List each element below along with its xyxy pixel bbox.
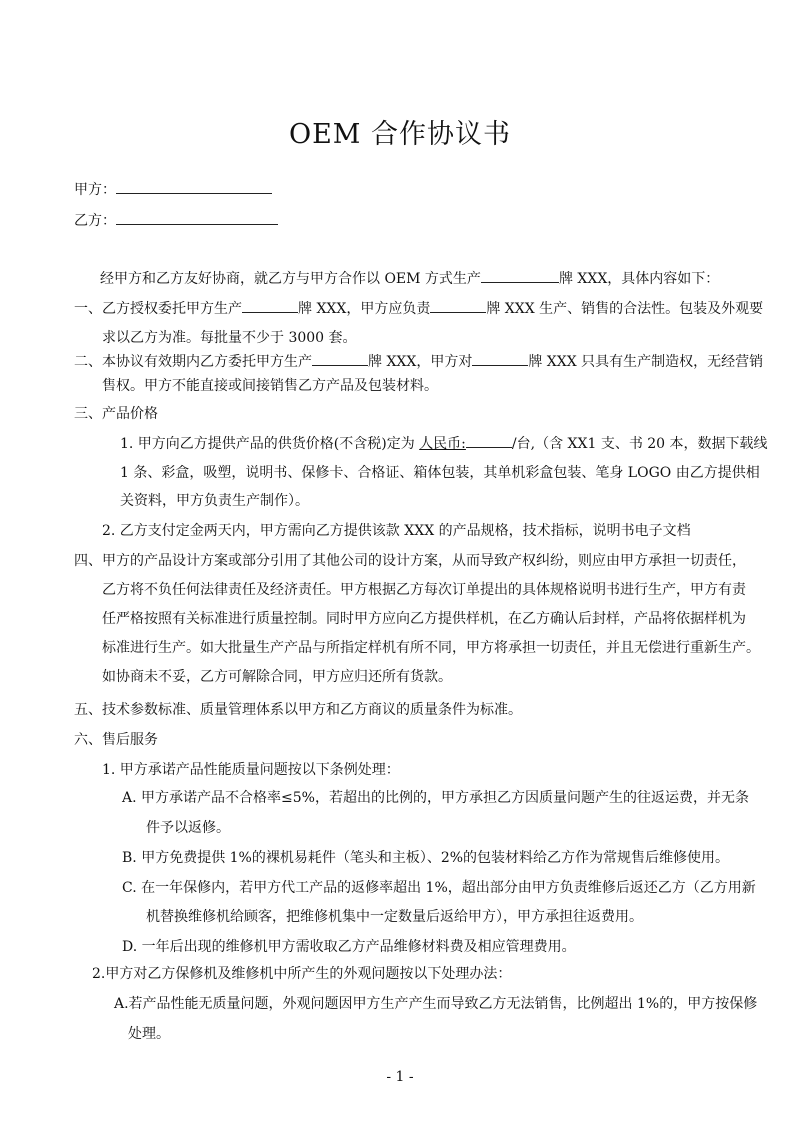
party-a-label: 甲方： bbox=[74, 182, 116, 198]
section-4-line-5: 如协商未不妥，乙方可解除合同，甲方应归还所有货款。 bbox=[102, 669, 452, 685]
intro-paragraph: 经甲方和乙方友好协商，就乙方与甲方合作以 OEM 方式生产 牌 XXX，具体内容如下： bbox=[100, 268, 719, 289]
page-number: - 1 - bbox=[386, 1069, 414, 1085]
document-title: OEM 合作协议书 bbox=[288, 119, 512, 150]
section-6-item-2: 2.甲方对乙方保修机及维修机中所产生的外观问题按以下处理办法： bbox=[92, 966, 512, 982]
section-1-line-2: 求以乙方为准。每批量不少于 3000 套。 bbox=[102, 330, 357, 346]
party-a-field bbox=[74, 179, 272, 200]
brand-blank bbox=[481, 268, 559, 283]
section-6-item-2a-line-1: A.若产品性能无质量问题，外观问题因甲方生产产生而导致乙方无法销售，比例超出 1%的，甲方按保修 bbox=[114, 996, 758, 1012]
party-b-field bbox=[74, 210, 278, 231]
section-3-item-2: 2. 乙方支付定金两天内，甲方需向乙方提供该款 XXX 的产品规格，技术指标，说明书电子文档 bbox=[102, 523, 691, 539]
section-4-line-1: 四、甲方的产品设计方案或部分引用了其他公司的设计方案，从而导致产权纠纷，则应由甲方承担一切责任， bbox=[74, 553, 746, 569]
section-6-item-1a-line-2: 件予以返修。 bbox=[146, 820, 230, 836]
section-6-item-1: 1. 甲方承诺产品性能质量问题按以下条例处理： bbox=[102, 762, 400, 778]
brand-blank bbox=[312, 351, 368, 366]
party-a-blank bbox=[116, 179, 272, 194]
section-6-heading: 六、售后服务 bbox=[74, 732, 158, 748]
brand-blank bbox=[472, 351, 528, 366]
section-4-line-2: 乙方将不负任何法律责任及经济责任。甲方根据乙方每次订单提出的具体规格说明书进行生产，甲方有责 bbox=[102, 582, 746, 598]
section-5: 五、技术参数标准、质量管理体系以甲方和乙方商议的质量条件为标准。 bbox=[74, 702, 522, 718]
section-6-item-1a-line-1: A. 甲方承诺产品不合格率≤5%，若超出的比例的，甲方承担乙方因质量问题产生的往返运费，并无条 bbox=[122, 790, 749, 806]
section-4-line-4: 标准进行生产。如大批量生产产品与所指定样机有所不同，甲方将承担一切责任，并且无偿进行重新生产。 bbox=[102, 640, 760, 656]
section-3-heading: 三、产品价格 bbox=[74, 406, 158, 422]
brand-blank bbox=[242, 298, 298, 313]
section-2-line-2: 售权。甲方不能直接或间接销售乙方产品及包装材料。 bbox=[102, 378, 438, 394]
section-6-item-2a-line-2: 处理。 bbox=[128, 1026, 170, 1042]
section-2-line-1: 二、本协议有效期内乙方委托甲方生产 牌 XXX，甲方对 牌 XXX 只具有生产制造权，无经营销 bbox=[74, 351, 763, 372]
section-6-item-1c-line-2: 机替换维修机给顾客，把维修机集中一定数量后返给甲方），甲方承担往返费用。 bbox=[146, 909, 643, 925]
party-b-label: 乙方： bbox=[74, 213, 116, 229]
section-3-item-1-line-1: 1. 甲方向乙方提供产品的供货价格(不含税)定为 人民币: /台,（含 XX1 支、书 20 本，数据下载线 bbox=[120, 433, 768, 454]
price-blank bbox=[466, 433, 512, 448]
party-b-blank bbox=[116, 210, 278, 225]
brand-blank bbox=[430, 298, 486, 313]
section-6-item-1c-line-1: C. 在一年保修内，若甲方代工产品的返修率超出 1%，超出部分由甲方负责维修后返还乙方（乙方用新 bbox=[122, 880, 756, 896]
section-4-line-3: 任严格按照有关标准进行质量控制。同时甲方应向乙方提供样机，在乙方确认后封样，产品将依据样机为 bbox=[102, 611, 746, 627]
section-6-item-1d: D. 一年后出现的维修机甲方需收取乙方产品维修材料费及相应管理费用。 bbox=[122, 939, 576, 955]
section-6-item-1b: B. 甲方免费提供 1%的裸机易耗件（笔头和主板）、2%的包装材料给乙方作为常规售后维修使用。 bbox=[122, 850, 730, 866]
section-3-item-1-line-3: 关资料，甲方负责生产制作）。 bbox=[120, 493, 309, 509]
section-1-line-1: 一、乙方授权委托甲方生产 牌 XXX，甲方应负责 牌 XXX 生产、销售的合法性。包装及外观要 bbox=[74, 298, 763, 319]
section-3-item-1-line-2: 1 条、彩盒，吸塑，说明书、保修卡、合格证、箱体包装，其单机彩盒包装、笔身 LOGO 由乙方提供相 bbox=[120, 465, 760, 481]
